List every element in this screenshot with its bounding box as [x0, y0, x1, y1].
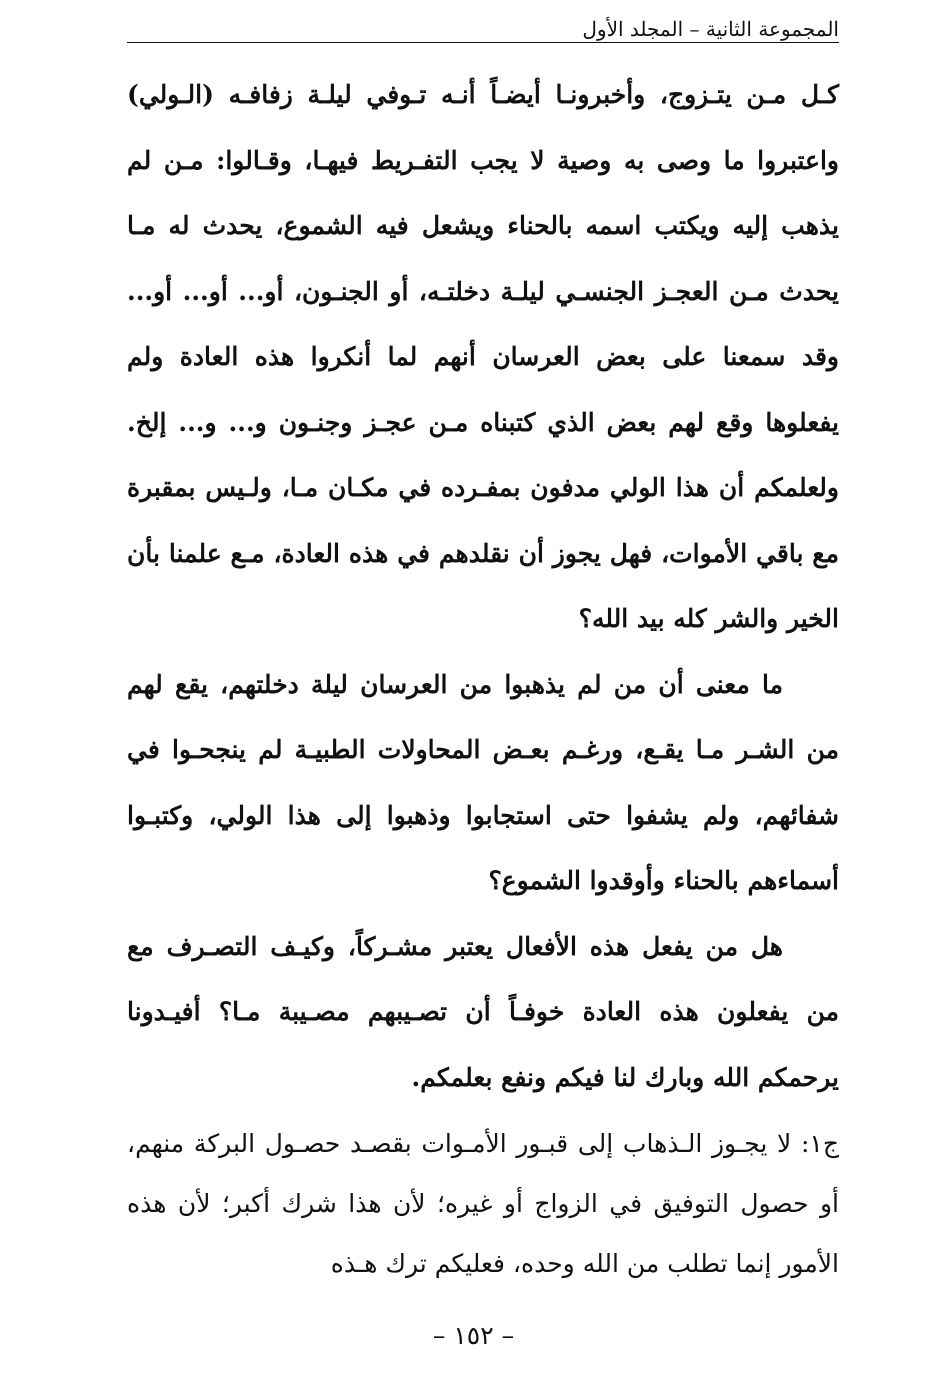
answer-paragraph: ج١: لا يجـوز الـذهاب إلى قبـور الأمـوات بقصـد حصـول البركة منهم، أو حصول التوفيق في الزواج أو غيره؛ لأن هذا شرك أكبر؛ لأن هذه الأمور إنما تطلب من الله وحده، فعليكم ترك هـذه [127, 1129, 839, 1278]
running-header: المجموعة الثانية – المجلد الأول [582, 17, 839, 41]
body-text [127, 62, 839, 1294]
question-paragraph-2: ما معنى أن من لم يذهبوا من العرسان ليلة دخلتهم، يقع لهم من الشـر مـا يقـع، ورغـم بعـض المحاولات الطبيـة لم ينجحـوا في شفائهم، ولم يشفوا حتى استجابوا وذهبوا إلى هذا الولي، وكتبـوا أسماءهم بالحناء وأوقدوا الشموع؟ [127, 669, 839, 895]
page-number: – ١٥٢ – [432, 1321, 515, 1350]
question-paragraph-3: هل من يفعل هذه الأفعال يعتبر مشـركاً، وكيـف التصـرف مع من يفعلون هذه العادة خوفـاً أن تصـيبهم مصـيبة مـا؟ أفيـدونا يرحمكم الله وبارك لنا فيكم ونفع بعلمكم. [127, 931, 839, 1092]
header-rule [127, 42, 839, 43]
question-paragraph-1: كـل مـن يتـزوج، وأخبرونـا أيضـاً أنـه تـوفي ليلـة زفافـه (الـولي) واعتبروا ما وصى به وصية لا يجب التفـريط فيهـا، وقـالوا: مـن لم يذهب إليه ويكتب اسمه بالحناء ويشعل فيه الشموع، يحدث له مـا يحدث مـن العجـز الجنسـي ليلـة دخلتـه، أو الجنـون، أو... أو... أو... وقد سمعنا على بعض العرسان أنهم لما أنكروا هذه العادة ولم يفعلوها وقع لهم بعض الذي كتبناه مـن عجـز وجنـون و... و... إلخ. ولعلمكم أن هذا الولي مدفون بمفـرده في مكـان مـا، ولـيس بمقبرة مع باقي الأموات، فهل يجوز أن نقلدهم في هذه العادة، مـع علمنا بأن الخير والشر كله بيد الله؟ [127, 80, 839, 633]
